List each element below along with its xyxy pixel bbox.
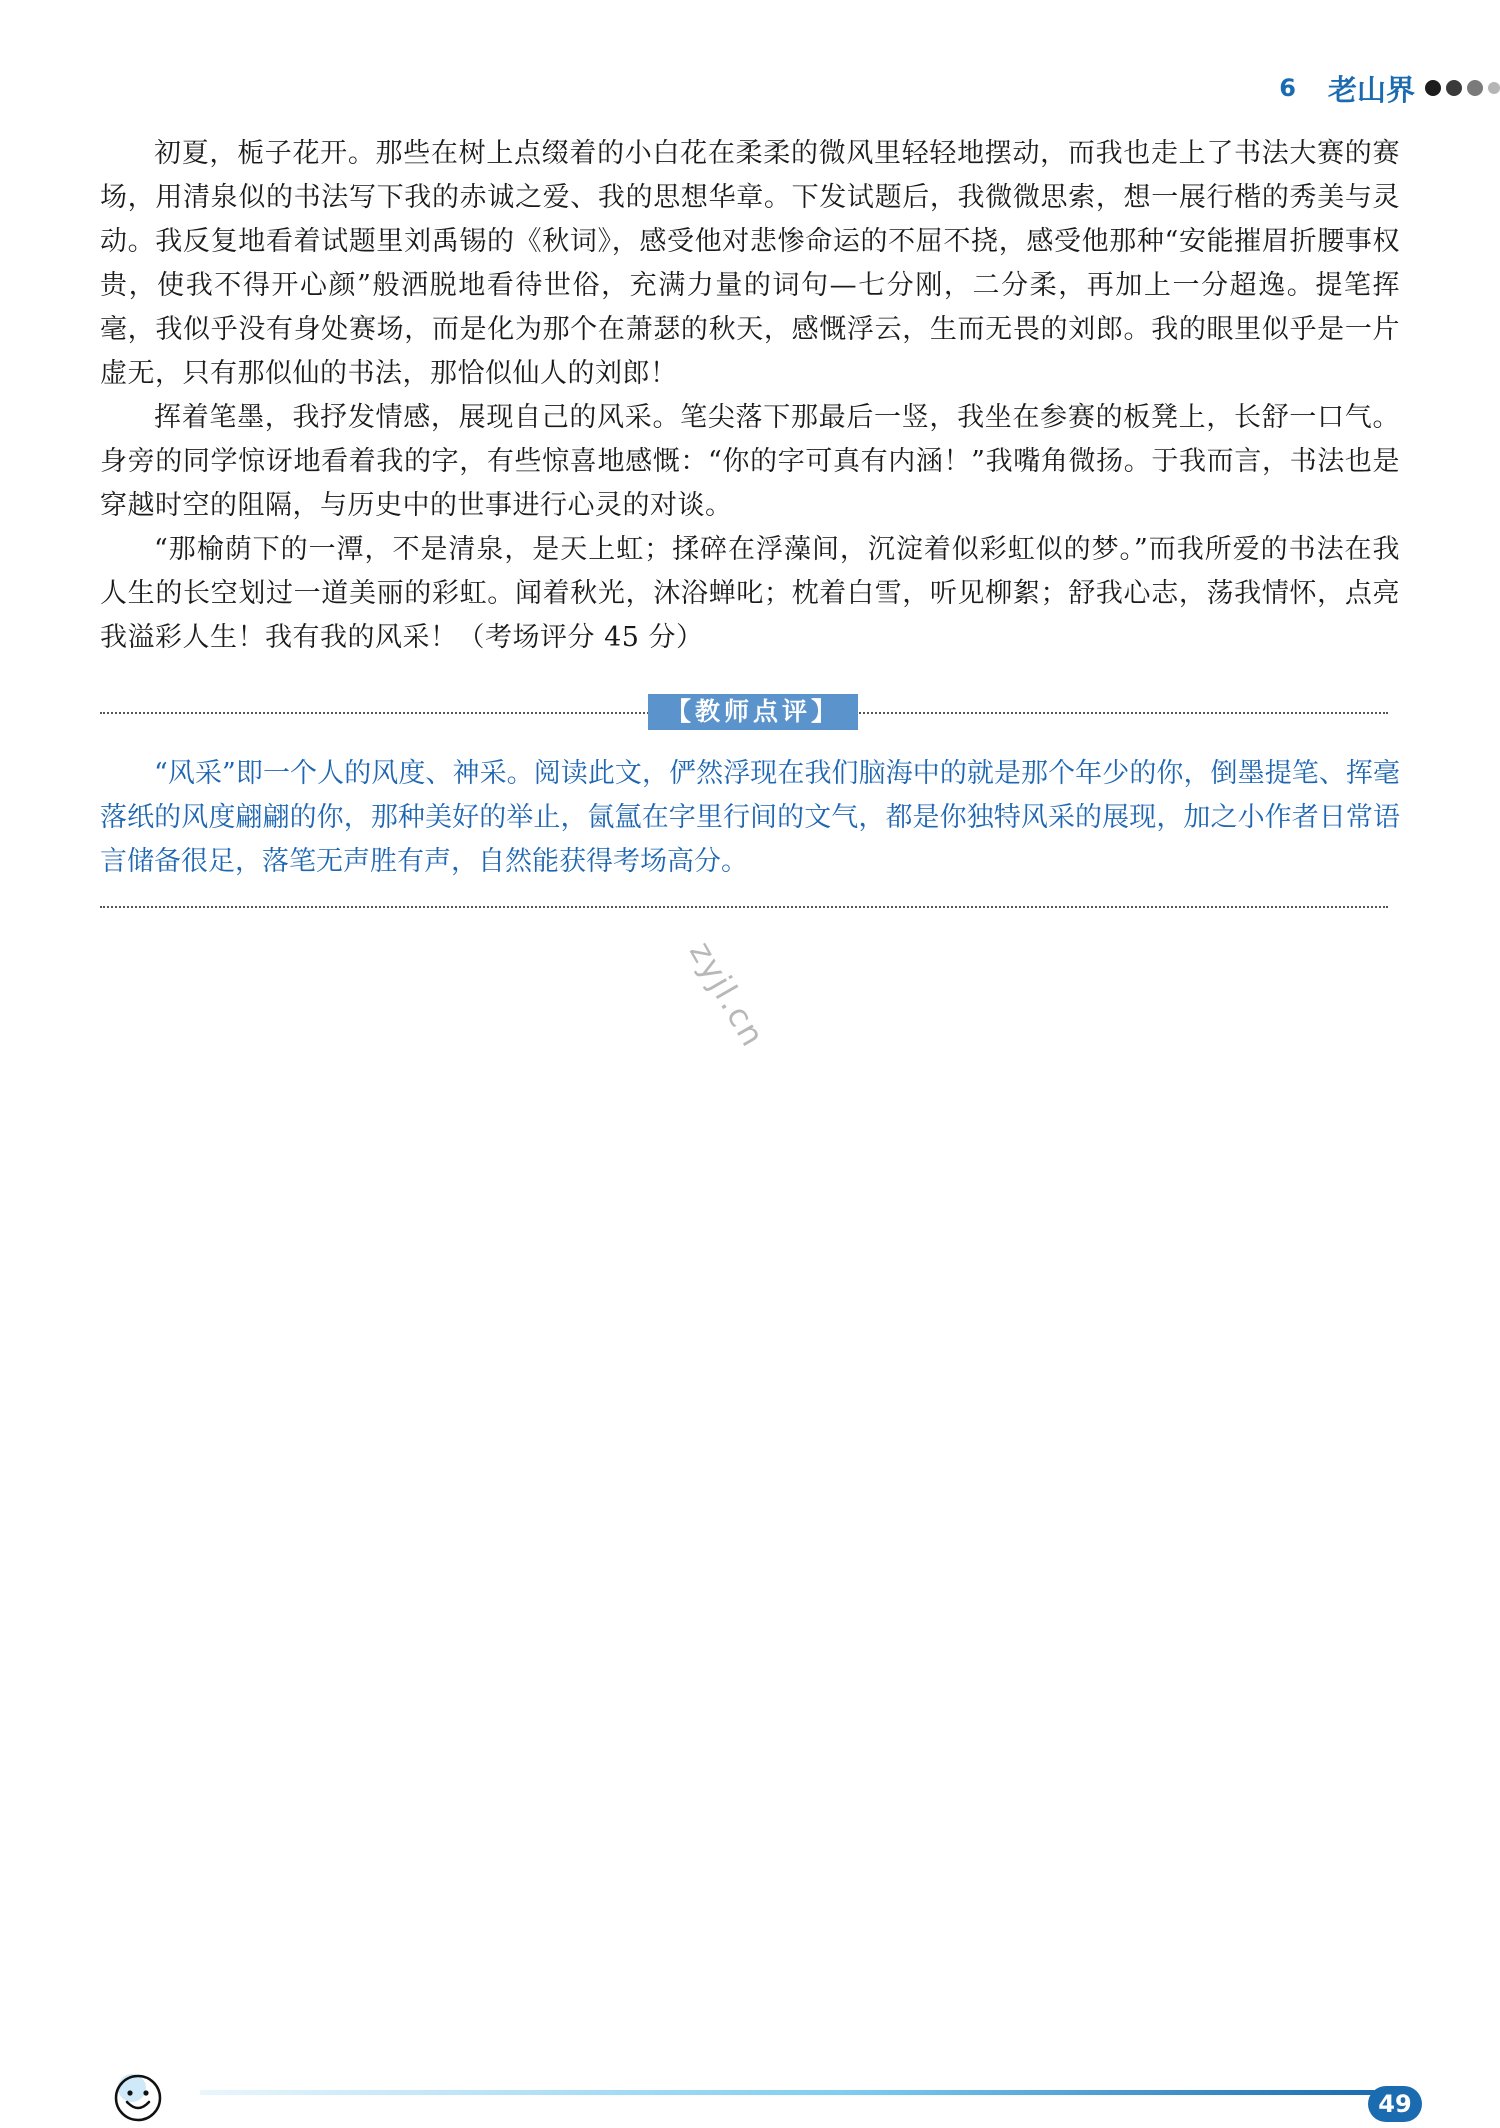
chapter-title: 老山界 — [1327, 72, 1415, 107]
page-number: 49 — [1368, 2086, 1422, 2122]
decor-dot-icon — [1488, 82, 1500, 94]
essay-paragraph: 挥着笔墨，我抒发情感，展现自己的风采。笔尖落下那最后一竖，我坐在参赛的板凳上，长舒一口气。身旁的同学惊讶地看着我的字，有些惊喜地感慨：“你的字可真有内涵！”我嘴角微扬。于我而言，书法也是穿越时空的阻隔，与历史中的世事进行心灵的对谈。 — [100, 402, 1400, 521]
teacher-comment-label: 【教师点评】 — [648, 694, 858, 730]
decor-dot-icon — [1446, 80, 1462, 96]
essay-paragraph: 初夏，栀子花开。那些在树上点缀着的小白花在柔柔的微风里轻轻地摆动，而我也走上了书法大赛的赛场，用清泉似的书法写下我的赤诚之爱、我的思想华章。下发试题后，我微微思索，想一展行楷的秀美与灵动。我反复地看着试题里刘禹锡的《秋词》，感受他对悲惨命运的不屈不挠，感受他那种“安能摧眉折腰事权贵，使我不得开心颜”般洒脱地看待世俗，充满力量的词句—七分刚，二分柔，再加上一分超逸。提笔挥毫，我似乎没有身处赛场，而是化为那个在萧瑟的秋天，感慨浮云，生而无畏的刘郎。我的眼里似乎是一片虚无，只有那似仙的书法，那恰似仙人的刘郎！ — [100, 138, 1400, 389]
essay-body — [100, 132, 1400, 660]
chapter-number: 6 — [1279, 74, 1296, 102]
decor-dot-icon — [1467, 80, 1483, 96]
footer-band — [200, 2090, 1380, 2095]
watermark: zyjl.cn — [682, 935, 773, 1055]
chapter-header — [1279, 68, 1500, 108]
teacher-comment-body — [100, 752, 1400, 884]
essay-paragraph: “那榆荫下的一潭，不是清泉，是天上虹；揉碎在浮藻间，沉淀着似彩虹似的梦。”而我所爱的书法在我人生的长空划过一道美丽的彩虹。闻着秋光，沐浴蝉叱；枕着白雪，听见柳絮；舒我心志，荡我情怀，点亮我溢彩人生！我有我的风采！（考场评分 45 分） — [100, 534, 1400, 653]
teacher-comment-paragraph: “风采”即一个人的风度、神采。阅读此文，俨然浮现在我们脑海中的就是那个年少的你，倒墨提笔、挥毫落纸的风度翩翩的你，那种美好的举止，氤氲在字里行间的文气，都是你独特风采的展现，加之小作者日常语言储备很足，落笔无声胜有声，自然能获得考场高分。 — [100, 758, 1400, 877]
smiley-face-icon — [108, 2068, 168, 2128]
comment-bottom-divider — [100, 906, 1388, 908]
decor-dot-icon — [1425, 80, 1441, 96]
